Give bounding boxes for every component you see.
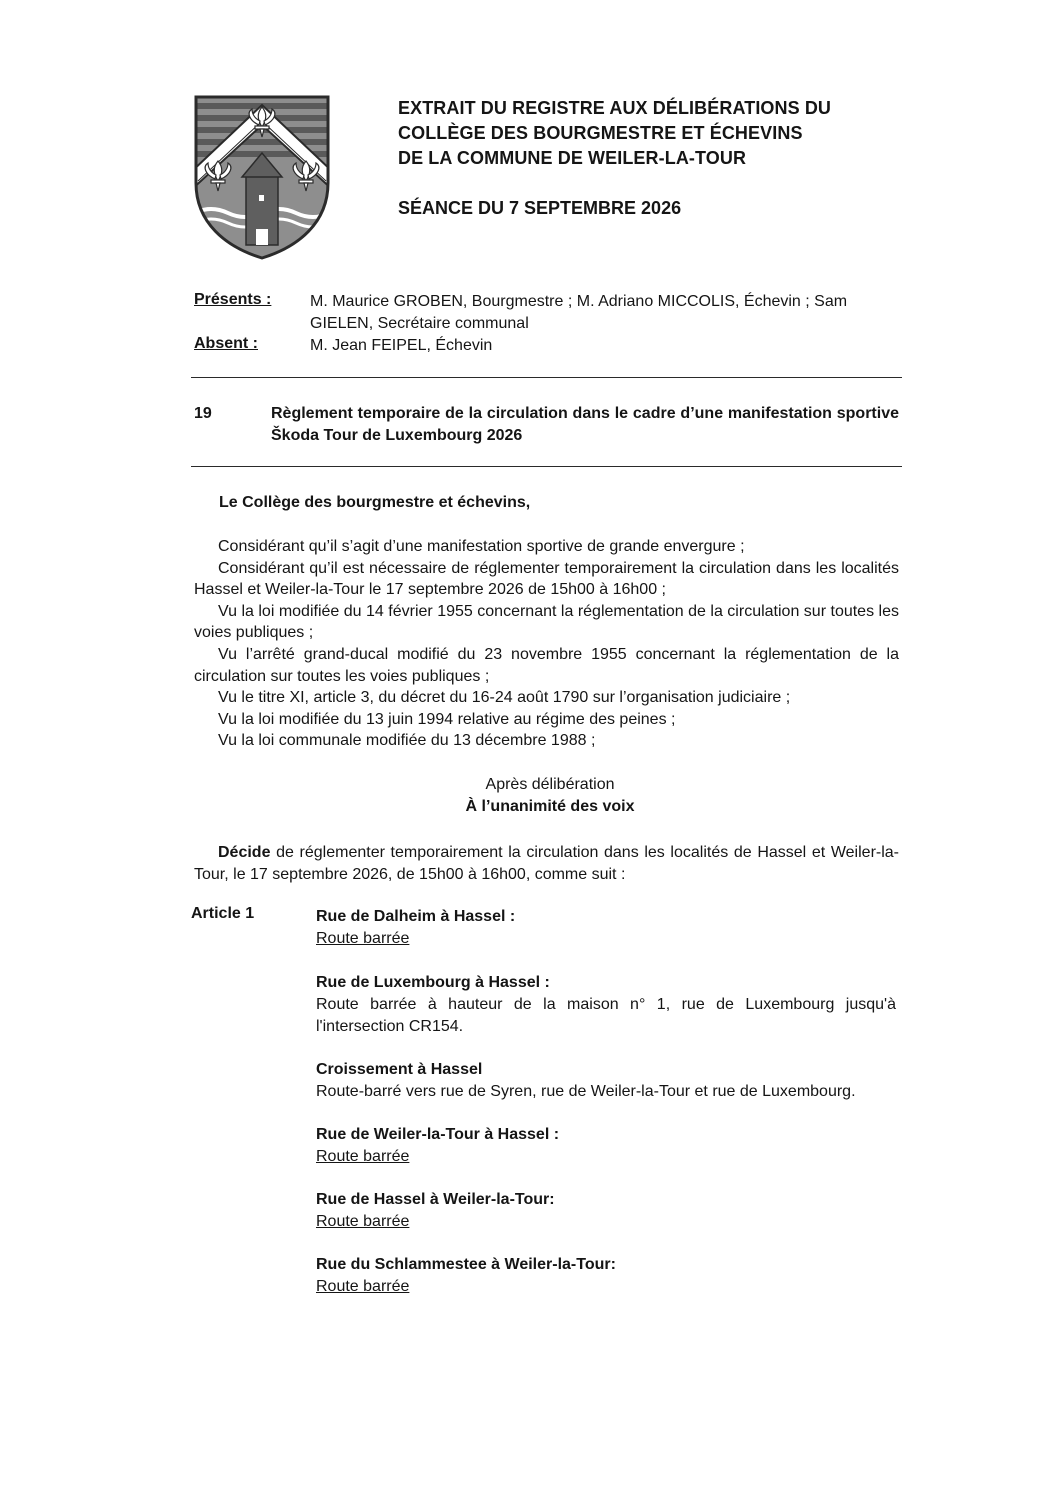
street-block [316, 972, 896, 1038]
absent-label: Absent : [194, 335, 258, 352]
considerant-item: Vu la loi modifiée du 13 juin 1994 relative au régime des peines ; [218, 710, 676, 728]
street-block [316, 1124, 896, 1168]
agenda-number: 19 [194, 405, 212, 422]
considerant-item: Vu le titre XI, article 3, du décret du 16-24 août 1790 sur l’organisation judiciaire ; [218, 689, 791, 707]
seance-date: SÉANCE DU 7 SEPTEMBRE 2026 [398, 198, 682, 218]
decide-keyword: Décide [218, 844, 271, 861]
coat-of-arms-logo [194, 95, 330, 260]
present-list: M. Maurice GROBEN, Bourgmestre ; M. Adriano MICCOLIS, Échevin ; Sam GIELEN, Secrétaire communal [310, 293, 848, 332]
street-block [316, 1059, 896, 1103]
street-block [316, 906, 896, 950]
street-measure: Route barrée [316, 1213, 410, 1230]
street-name: Croissement à Hassel [316, 1061, 483, 1078]
divider-top [191, 377, 902, 378]
present-label: Présents : [194, 291, 272, 308]
street-name: Rue de Weiler-la-Tour à Hassel : [316, 1126, 560, 1143]
street-measure: Route barrée [316, 1278, 410, 1295]
street-name: Rue de Luxembourg à Hassel : [316, 974, 550, 991]
considerant-item: Vu la loi communale modifiée du 13 décembre 1988 ; [218, 732, 596, 750]
title-line-1: EXTRAIT DU REGISTRE AUX DÉLIBÉRATIONS DU [398, 98, 832, 118]
street-block [316, 1189, 896, 1233]
decision-paragraph [194, 842, 899, 886]
vote-result: À l’unanimité des voix [465, 798, 635, 815]
street-measure: Route barrée [316, 1148, 410, 1165]
divider-bottom [191, 466, 902, 467]
considerant-item: Considérant qu’il s’agit d’une manifestation sportive de grande envergure ; [218, 538, 745, 555]
college-heading: Le Collège des bourgmestre et échevins, [219, 494, 531, 511]
article-label: Article 1 [191, 905, 255, 922]
street-block [316, 1254, 896, 1298]
document-title [398, 96, 831, 171]
street-measure: Route barrée à hauteur de la maison n° 1, rue de Luxembourg jusqu'à l'intersection CR154. [316, 996, 896, 1035]
absent-list: M. Jean FEIPEL, Échevin [310, 337, 493, 354]
street-name: Rue de Hassel à Weiler-la-Tour: [316, 1191, 555, 1208]
considerant-item: Vu la loi modifiée du 14 février 1955 concernant la réglementation de la circulation sur toutes les voies publiques ; [194, 602, 899, 642]
title-line-3: DE LA COMMUNE DE WEILER-LA-TOUR [398, 148, 747, 168]
street-measure: Route barrée [316, 930, 410, 947]
considerant-item: Vu l’arrêté grand-ducal modifié du 23 novembre 1955 concernant la réglementation de la circulation sur toutes les voies publiques ; [194, 645, 899, 685]
considerant-item: Considérant qu’il est nécessaire de réglementer temporairement la circulation dans les localités Hassel et Weiler-la-Tour le 17 septembre 2026 de 15h00 à 16h00 ; [194, 559, 899, 599]
title-line-2: COLLÈGE DES BOURGMESTRE ET ÉCHEVINS [398, 123, 803, 143]
street-name: Rue du Schlammestee à Weiler-la-Tour: [316, 1256, 616, 1273]
deliberation-note: Après délibération [485, 776, 615, 793]
decision-text: de réglementer temporairement la circulation dans les localités de Hassel et Weiler-la-Tour, le 17 septembre 2026, de 15h00 à 16h00, comme suit : [194, 844, 899, 883]
considerants-list [194, 536, 899, 752]
street-measure: Route-barré vers rue de Syren, rue de Weiler-la-Tour et rue de Luxembourg. [316, 1083, 856, 1100]
agenda-title: Règlement temporaire de la circulation dans le cadre d’une manifestation sportive Škoda Tour de Luxembourg 2026 [271, 405, 899, 444]
street-name: Rue de Dalheim à Hassel : [316, 908, 516, 925]
